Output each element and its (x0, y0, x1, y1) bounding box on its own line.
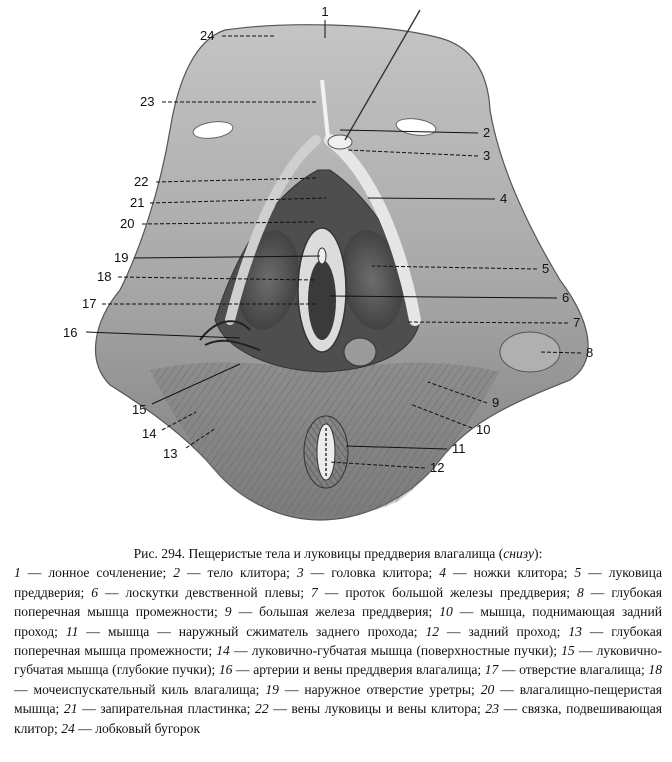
figure-label-24: 24 (200, 28, 215, 43)
figure-caption (14, 544, 662, 738)
legend-number-12: 12 (425, 623, 440, 639)
figure-label-13: 13 (163, 446, 178, 461)
figure-label-14: 14 (142, 426, 157, 441)
figure-label-18: 18 (97, 269, 112, 284)
legend-number-13: 13 (568, 623, 582, 639)
figure-label-9: 9 (492, 395, 500, 410)
figure-label-22: 22 (134, 174, 149, 189)
legend-number-17: 17 (484, 662, 499, 678)
legend-text-9: — большая железа преддверия; (231, 604, 440, 620)
glans (328, 135, 352, 149)
figure-label-8: 8 (586, 345, 594, 360)
legend-number-6: 6 (91, 584, 98, 600)
legend-number-5: 5 (574, 565, 582, 581)
figure-label-2: 2 (483, 125, 491, 140)
legend-number-18: 18 (648, 662, 662, 678)
legend-number-16: 16 (218, 662, 233, 678)
figure-label-23: 23 (140, 94, 155, 109)
legend-text-5: — луковица преддверия; (14, 565, 662, 600)
figure-label-6: 6 (562, 290, 570, 305)
vestibular-gland (344, 338, 376, 366)
legend-text-3: — головка клитора; (303, 565, 440, 581)
legend-text-24: — лобковый бугорок (74, 720, 201, 736)
legend-text-16: — артерии и вены преддверия влагалища; (232, 662, 485, 678)
legend-number-14: 14 (216, 643, 230, 659)
legend-number-4: 4 (439, 565, 447, 581)
figure-label-17: 17 (82, 296, 97, 311)
caption-title: Рис. 294. Пещеристые тела и луковицы преддверия влагалища (снизу): (133, 546, 543, 561)
legend-text-10: — мышца, поднимающая задний проход; (14, 604, 662, 639)
legend-text-14: — луковично-губчатая мышца (поверхностные пучки); (229, 643, 562, 659)
figure-label-1: 1 (321, 4, 329, 19)
figure-label-20: 20 (120, 216, 135, 231)
legend-number-23: 23 (485, 701, 499, 717)
figure-label-7: 7 (573, 315, 581, 330)
legend-text-13: — глубокая поперечная мышца промежности; (14, 623, 662, 659)
legend-text-22: — вены луковицы и вены клитора; (268, 701, 486, 717)
legend-text-21: — запирательная пластинка; (77, 701, 256, 717)
legend-number-7: 7 (311, 584, 318, 600)
figure-label-4: 4 (500, 191, 508, 206)
legend-number-3: 3 (296, 565, 304, 581)
figure-label-10: 10 (476, 422, 491, 437)
caption-legend (14, 565, 662, 735)
legend-text-7: — проток большой железы преддверия; (317, 584, 578, 600)
figure-label-15: 15 (132, 402, 147, 417)
figure-label-19: 19 (114, 250, 129, 265)
figure-label-3: 3 (483, 148, 491, 163)
figure-label-12: 12 (430, 460, 445, 475)
legend-text-6: — лоскутки девственной плевы; (97, 584, 312, 600)
legend-number-9: 9 (224, 604, 232, 620)
legend-number-1: 1 (14, 565, 21, 581)
legend-number-2: 2 (173, 565, 180, 581)
legend-number-22: 22 (255, 701, 269, 717)
legend-number-19: 19 (265, 681, 279, 697)
legend-number-11: 11 (65, 623, 79, 639)
legend-number-24: 24 (61, 720, 75, 736)
legend-text-4: — ножки клитора; (446, 565, 575, 581)
legend-text-18: — мочеиспускательный киль влагалища; (14, 681, 266, 697)
legend-text-15: — луковично-губчатая мышца (глубокие пучки); (14, 643, 662, 678)
legend-text-1: — лонное сочленение; (20, 565, 174, 581)
legend-number-15: 15 (561, 643, 575, 659)
legend-text-8: — глубокая поперечная мышца промежности; (14, 584, 662, 620)
legend-text-20: — влагалищно-пещеристая мышца; (14, 681, 662, 717)
figure-label-16: 16 (63, 325, 78, 340)
legend-text-11: — мышца — наружный сжиматель заднего прохода; (78, 623, 426, 639)
legend-text-23: — связка, подвешивающая клитор; (14, 701, 662, 736)
caption-view-direction: снизу (503, 546, 535, 561)
figure-label-5: 5 (542, 261, 550, 276)
legend-text-19: — наружное отверстие уретры; (278, 681, 481, 697)
legend-number-20: 20 (480, 681, 495, 697)
legend-text-2: — тело клитора; (180, 565, 297, 581)
legend-text-12: — задний проход; (439, 623, 569, 639)
legend-number-8: 8 (577, 584, 584, 600)
legend-number-21: 21 (63, 701, 78, 717)
figure-label-11: 11 (452, 441, 466, 456)
figure-label-21: 21 (130, 195, 145, 210)
legend-text-17: — отверстие влагалища; (498, 662, 649, 678)
legend-number-10: 10 (439, 604, 453, 620)
